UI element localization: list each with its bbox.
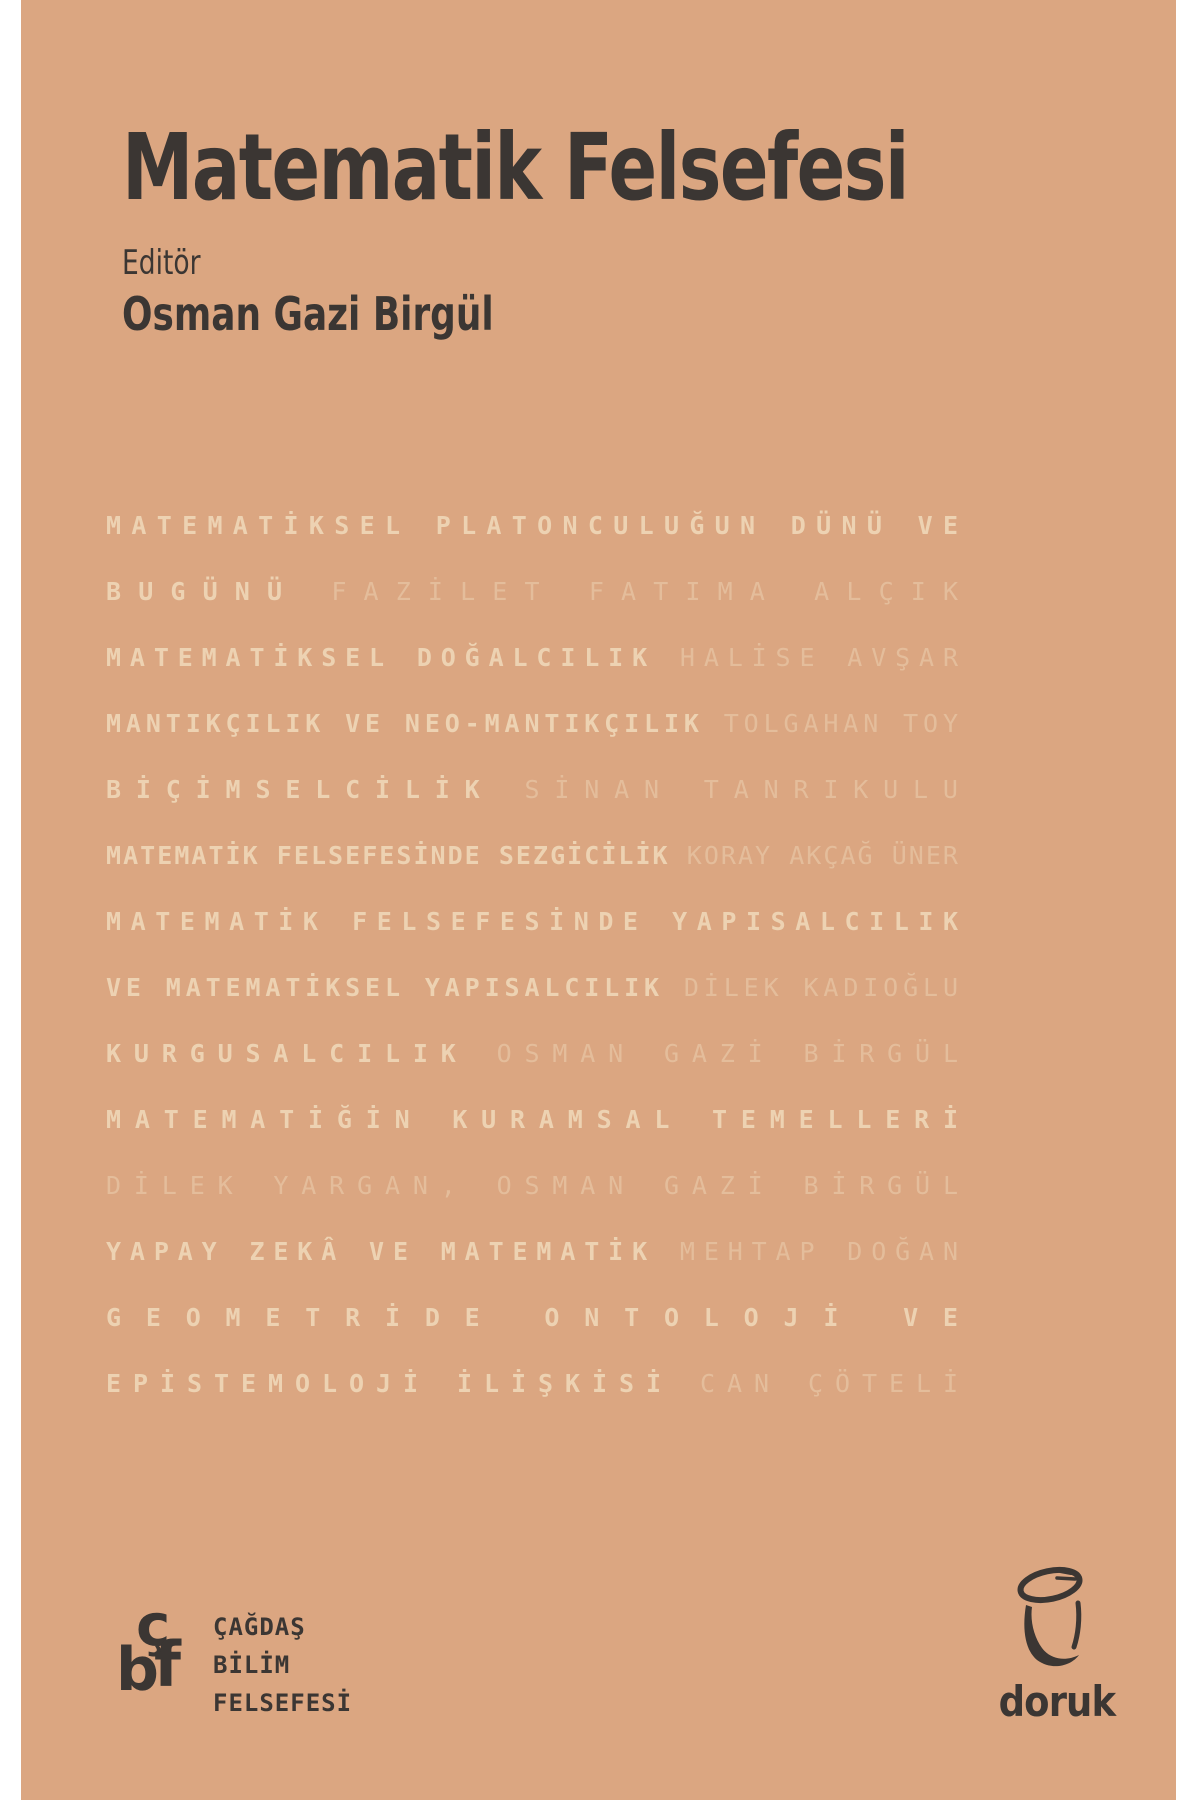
chapter-title: MATEMATİK FELSEFESİNDE YAPISALCILIK (106, 907, 968, 936)
chapter-title: MATEMATİĞİN KURAMSAL TEMELLERİ (106, 1105, 972, 1134)
chapter-line (106, 889, 968, 955)
cbf-letter-b: b (116, 1635, 159, 1705)
chapter-author: TOLGAHAN TOY (723, 709, 963, 738)
chapter-line (106, 1285, 983, 1351)
book-title: Matematik Felsefesi (122, 114, 908, 221)
chapter-title: MATEMATİKSEL DOĞALCILIK (106, 643, 656, 672)
chapter-title: BİÇİMSELCİLİK (106, 775, 495, 804)
chapter-author: CAN ÇÖTELİ (699, 1369, 970, 1398)
chapter-author: OSMAN GAZİ BİRGÜL (496, 1039, 971, 1068)
chapter-line (106, 559, 976, 625)
chapter-line (106, 1351, 970, 1417)
series-name-line-3: FELSEFESİ (213, 1689, 353, 1717)
chapter-title: YAPAY ZEKÂ VE MATEMATİK (106, 1237, 656, 1266)
chapter-list (106, 493, 983, 1417)
chapter-title: GEOMETRİDE ONTOLOJİ VE (106, 1303, 983, 1332)
chapter-title: MANTIKÇILIK VE NEO-MANTIKÇILIK (106, 709, 704, 738)
chapter-line (106, 1153, 971, 1219)
chapter-title: KURGUSALCILIK (106, 1039, 469, 1068)
chapter-title: MATEMATİKSEL PLATONCULUĞUN DÜNÜ VE (106, 511, 969, 540)
chapter-line (106, 1087, 972, 1153)
chapter-author: DİLEK KADIOĞLU (683, 973, 963, 1002)
cbf-letter-f: f (154, 1628, 181, 1701)
chapter-line (106, 691, 963, 757)
chapter-line (106, 823, 961, 889)
chapter-author: MEHTAP DOĞAN (679, 1237, 967, 1266)
chapter-line (106, 625, 967, 691)
chapter-title: BUGÜNÜ (106, 577, 300, 606)
chapter-line (106, 955, 963, 1021)
chapter-author: SİNAN TANRIKULU (524, 775, 973, 804)
chapter-author: FAZİLET FATIMA ALÇIK (331, 577, 976, 606)
chapter-title: MATEMATİK FELSEFESİNDE SEZGİCİLİK (106, 841, 670, 870)
editor-name: Osman Gazi Birgül (122, 287, 494, 341)
series-name-line-1: ÇAĞDAŞ (213, 1613, 306, 1641)
series-name-line-2: BİLİM (213, 1651, 291, 1679)
chapter-line (106, 757, 973, 823)
chapter-title: EPİSTEMOLOJİ İLİŞKİSİ (106, 1369, 673, 1398)
chapter-line (106, 1021, 971, 1087)
chapter-author: KORAY AKÇAĞ ÜNER (686, 841, 961, 870)
series-name (213, 1608, 352, 1722)
chapter-line (106, 1219, 967, 1285)
chapter-author: DİLEK YARGAN, OSMAN GAZİ BİRGÜL (106, 1171, 971, 1200)
chapter-title: VE MATEMATİKSEL YAPISALCILIK (106, 973, 664, 1002)
doruk-cup-icon (1015, 1563, 1085, 1673)
book-cover (21, 0, 1176, 1800)
chapter-line (106, 493, 969, 559)
chapter-author: HALİSE AVŞAR (679, 643, 967, 672)
cbf-letter-c: ç (136, 1591, 171, 1659)
cbf-monogram-icon (116, 1591, 208, 1726)
editor-label: Editör (122, 243, 201, 283)
publisher-name: doruk (998, 1677, 1116, 1726)
